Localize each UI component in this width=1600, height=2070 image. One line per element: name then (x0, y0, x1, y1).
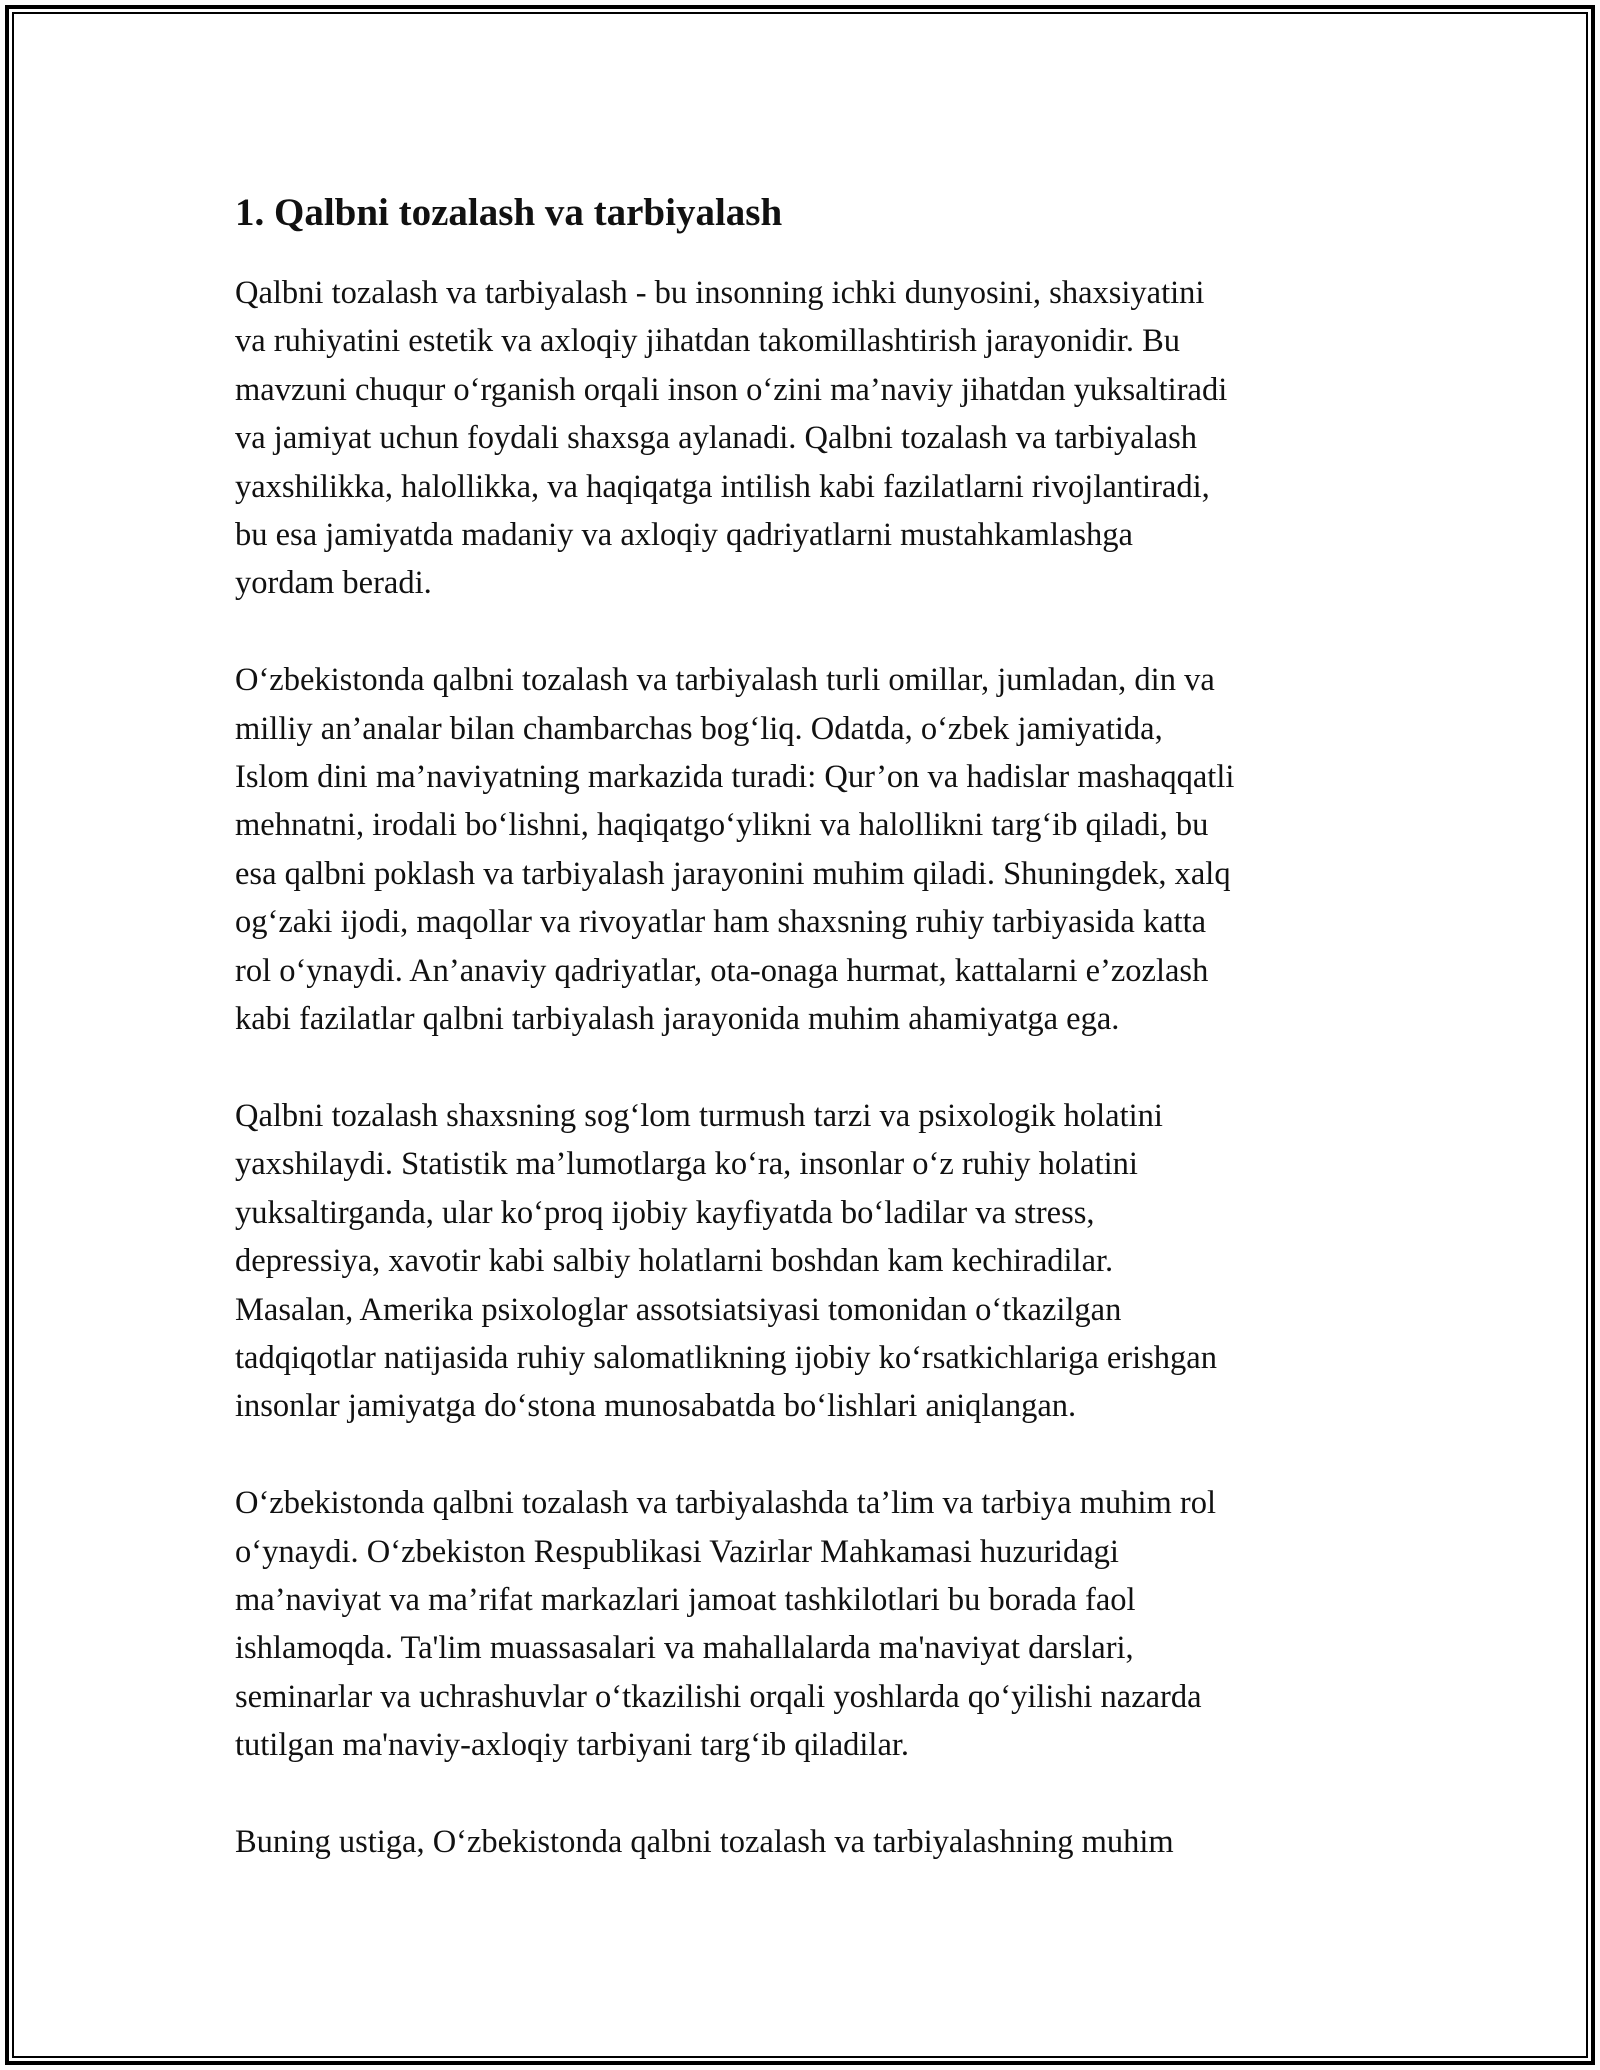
text-line: Qalbni tozalash va tarbiyalash - bu insonning ichki dunyosini, shaxsiyatini (235, 275, 1205, 311)
text-line: tadqiqotlar natijasida ruhiy salomatlikning ijobiy ko‘rsatkichlariga erishgan (235, 1339, 1217, 1376)
paragraph-4 (235, 1479, 1365, 1769)
section-heading: 1. Qalbni tozalash va tarbiyalash (235, 191, 783, 234)
text-line: insonlar jamiyatga do‘stona munosabatda bo‘lishlari aniqlangan. (235, 1388, 1077, 1425)
text-line: mehnatni, irodali bo‘lishni, haqiqatgo‘ylikni va halollikni targ‘ib qiladi, bu (235, 807, 1209, 844)
text-line: Masalan, Amerika psixologlar assotsiatsiyasi tomonidan o‘tkazilgan (235, 1291, 1122, 1328)
paragraph-5 (235, 1818, 1365, 1866)
text-line: va jamiyat uchun foydali shaxsga aylanadi. Qalbni tozalash va tarbiyalash (235, 420, 1198, 457)
text-line: Qalbni tozalash shaxsning sog‘lom turmush tarzi va psixologik holatini (235, 1097, 1163, 1134)
text-line: Islom dini ma’naviyatning markazida turadi: Qur’on va hadislar mashaqqatli (235, 759, 1235, 796)
text-line: og‘zaki ijodi, maqollar va rivoyatlar ham shaxsning ruhiy tarbiyasida katta (235, 904, 1207, 941)
text-line: mavzuni chuqur o‘rganish orqali inson o‘zini ma’naviy jihatdan yuksaltiradi (235, 371, 1228, 408)
text-line: bu esa jamiyatda madaniy va axloqiy qadriyatlarni mustahkamlashga (235, 517, 1133, 554)
text-line: seminarlar va uchrashuvlar o‘tkazilishi orqali yoshlarda qo‘yilishi nazarda (235, 1678, 1202, 1715)
text-line: Buning ustiga, O‘zbekistonda qalbni tozalash va tarbiyalashning muhim (235, 1823, 1174, 1860)
text-line: depressiya, xavotir kabi salbiy holatlarni boshdan kam kechiradilar. (235, 1243, 1114, 1280)
text-line: O‘zbekistonda qalbni tozalash va tarbiyalash turli omillar, jumladan, din va (235, 662, 1215, 699)
text-line: ma’naviyat va ma’rifat markazlari jamoat tashkilotlari bu borada faol (235, 1581, 1136, 1618)
text-line: tutilgan ma'naviy-axloqiy tarbiyani targ‘ib qiladilar. (235, 1727, 910, 1764)
text-line: ishlamoqda. Ta'lim muassasalari va mahallalarda ma'naviyat darslari, (235, 1630, 1134, 1667)
document-page (235, 185, 1365, 1915)
text-line: yordam beradi. (235, 565, 432, 602)
text-line: o‘ynaydi. O‘zbekiston Respublikasi Vazirlar Mahkamasi huzuridagi (235, 1533, 1119, 1570)
text-line: rol o‘ynaydi. An’anaviy qadriyatlar, ota-onaga hurmat, kattalarni e’zozlash (235, 952, 1209, 989)
text-line: milliy an’analar bilan chambarchas bog‘liq. Odatda, o‘zbek jamiyatida, (235, 710, 1163, 747)
text-line: esa qalbni poklash va tarbiyalash jarayonini muhim qiladi. Shuningdek, xalq (235, 855, 1231, 892)
paragraph-2 (235, 656, 1365, 1043)
text-line: yaxshilaydi. Statistik ma’lumotlarga ko‘ra, insonlar o‘z ruhiy holatini (235, 1146, 1138, 1183)
text-line: yuksaltirganda, ular ko‘proq ijobiy kayfiyatda bo‘ladilar va stress, (235, 1194, 1095, 1231)
text-line: yaxshilikka, halollikka, va haqiqatga intilish kabi fazilatlarni rivojlantiradi, (235, 468, 1210, 505)
paragraph-1 (235, 269, 1365, 608)
text-line: kabi fazilatlar qalbni tarbiyalash jarayonida muhim ahamiyatga ega. (235, 1001, 1120, 1038)
text-line: va ruhiyatini estetik va axloqiy jihatdan takomillashtirish jarayonidir. Bu (235, 323, 1181, 360)
text-line: O‘zbekistonda qalbni tozalash va tarbiyalashda ta’lim va tarbiya muhim rol (235, 1485, 1217, 1522)
paragraph-3 (235, 1092, 1365, 1431)
